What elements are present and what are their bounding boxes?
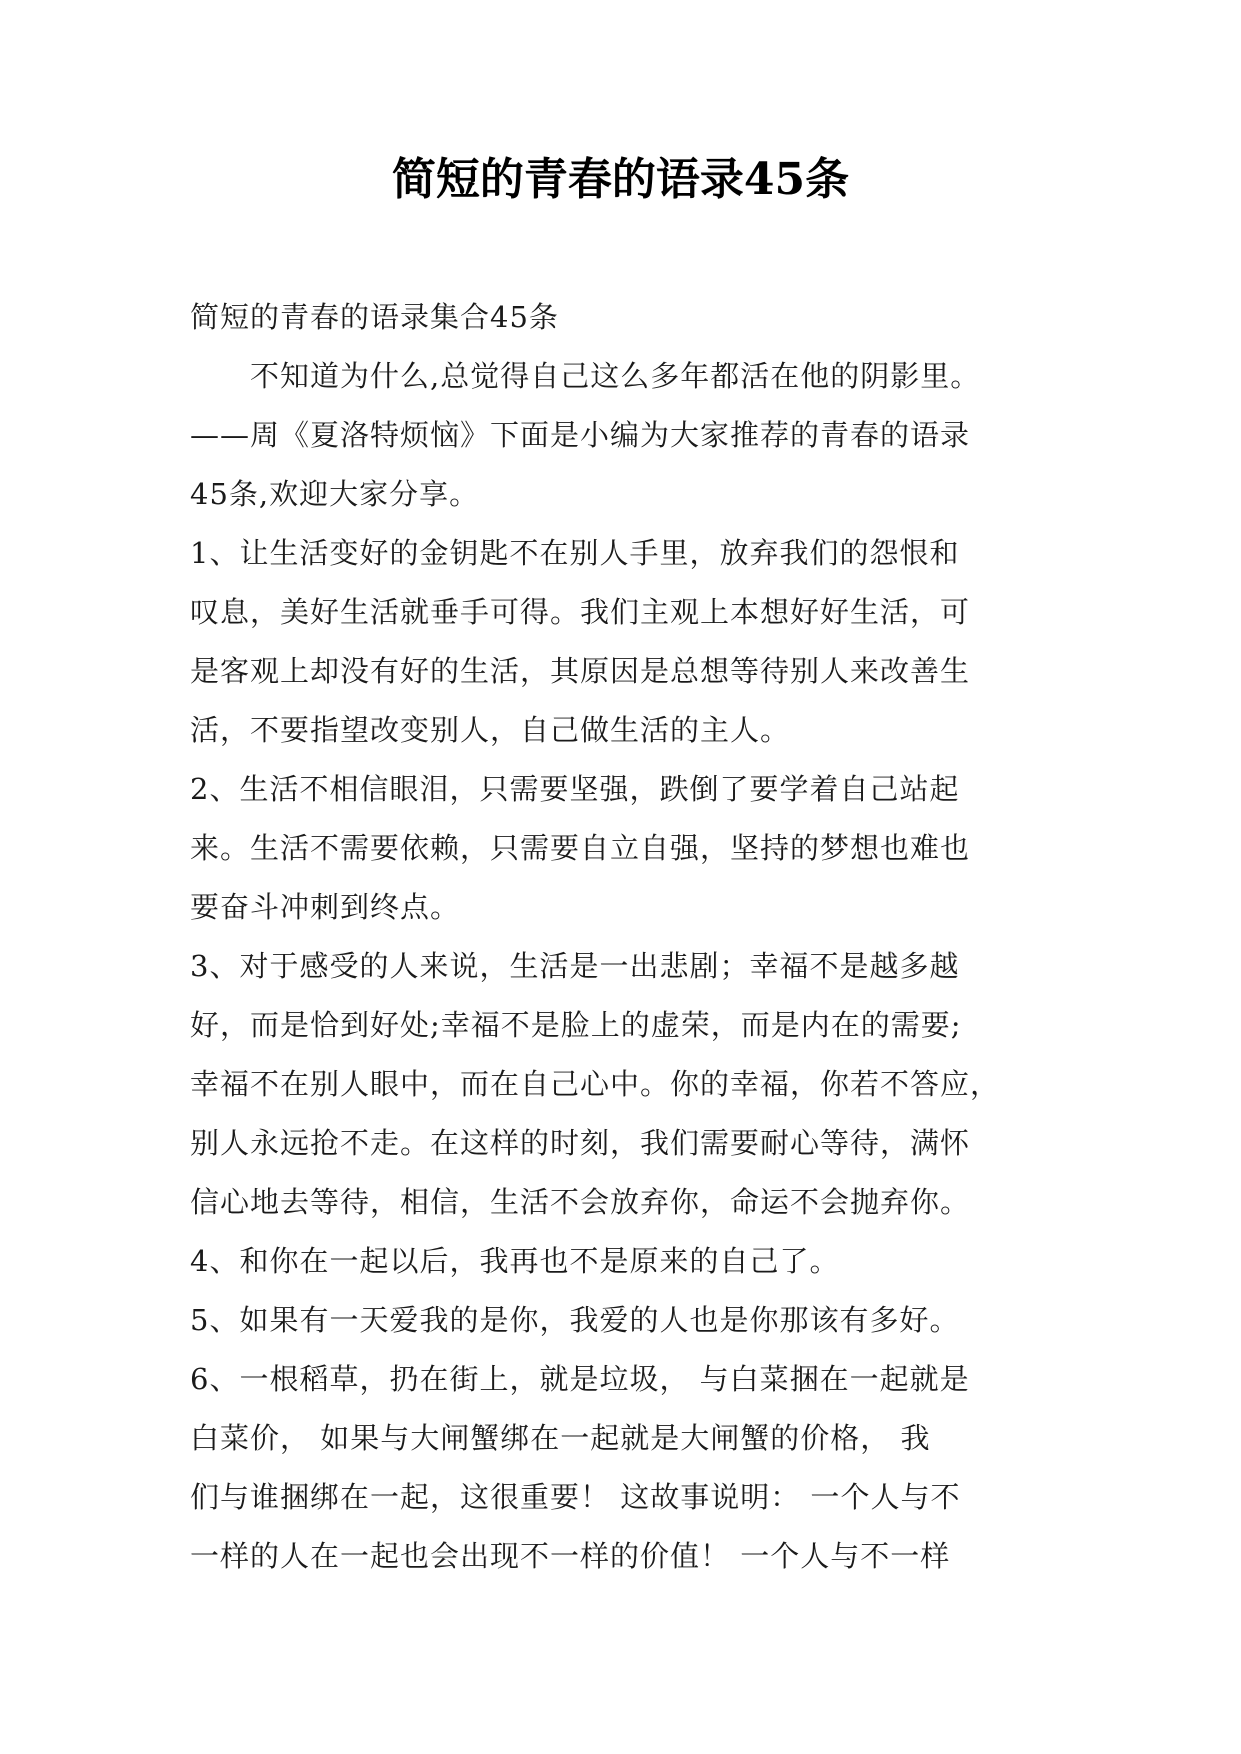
text-line: 们与谁捆绑在一起，这很重要！ 这故事说明： 一个人与不 bbox=[190, 1480, 961, 1514]
text-line: 一样的人在一起也会出现不一样的价值！ 一个人与不一样 bbox=[190, 1539, 951, 1573]
text-line: 5、如果有一天爱我的是你，我爱的人也是你那该有多好。 bbox=[190, 1303, 960, 1337]
text-line: 6、一根稻草，扔在街上，就是垃圾， 与白菜捆在一起就是 bbox=[190, 1362, 970, 1396]
text-line: 4、和你在一起以后，我再也不是原来的自己了。 bbox=[190, 1244, 840, 1278]
text-line: 不知道为什么,总觉得自己这么多年都活在他的阴影里。 bbox=[190, 359, 981, 393]
text-line: 别人永远抢不走。在这样的时刻，我们需要耐心等待，满怀 bbox=[190, 1126, 971, 1160]
document-body bbox=[190, 288, 1070, 1586]
text-line: 是客观上却没有好的生活，其原因是总想等待别人来改善生 bbox=[190, 654, 971, 688]
text-line: 要奋斗冲刺到终点。 bbox=[190, 890, 461, 924]
text-line: 幸福不在别人眼中，而在自己心中。你的幸福，你若不答应， bbox=[190, 1067, 1001, 1101]
text-line: 45条,欢迎大家分享。 bbox=[190, 477, 480, 511]
text-line: 2、生活不相信眼泪，只需要坚强，跌倒了要学着自己站起 bbox=[190, 772, 960, 806]
text-line: 来。生活不需要依赖，只需要自立自强，坚持的梦想也难也 bbox=[190, 831, 971, 865]
text-line: 白菜价， 如果与大闸蟹绑在一起就是大闸蟹的价格， 我 bbox=[190, 1421, 931, 1455]
text-line: 叹息，美好生活就垂手可得。我们主观上本想好好生活，可 bbox=[190, 595, 971, 629]
text-line: ——周《夏洛特烦恼》下面是小编为大家推荐的青春的语录 bbox=[190, 418, 971, 452]
text-line: 1、让生活变好的金钥匙不在别人手里，放弃我们的怨恨和 bbox=[190, 536, 960, 570]
text-line: 活，不要指望改变别人，自己做生活的主人。 bbox=[190, 713, 791, 747]
text-line: 信心地去等待，相信，生活不会放弃你，命运不会抛弃你。 bbox=[190, 1185, 971, 1219]
text-line: 好，而是恰到好处;幸福不是脸上的虚荣，而是内在的需要; bbox=[190, 1008, 962, 1042]
text-line: 简短的青春的语录集合45条 bbox=[190, 300, 559, 334]
text-line: 3、对于感受的人来说，生活是一出悲剧；幸福不是越多越 bbox=[190, 949, 960, 983]
document-title: 简短的青春的语录45条 bbox=[391, 154, 850, 205]
